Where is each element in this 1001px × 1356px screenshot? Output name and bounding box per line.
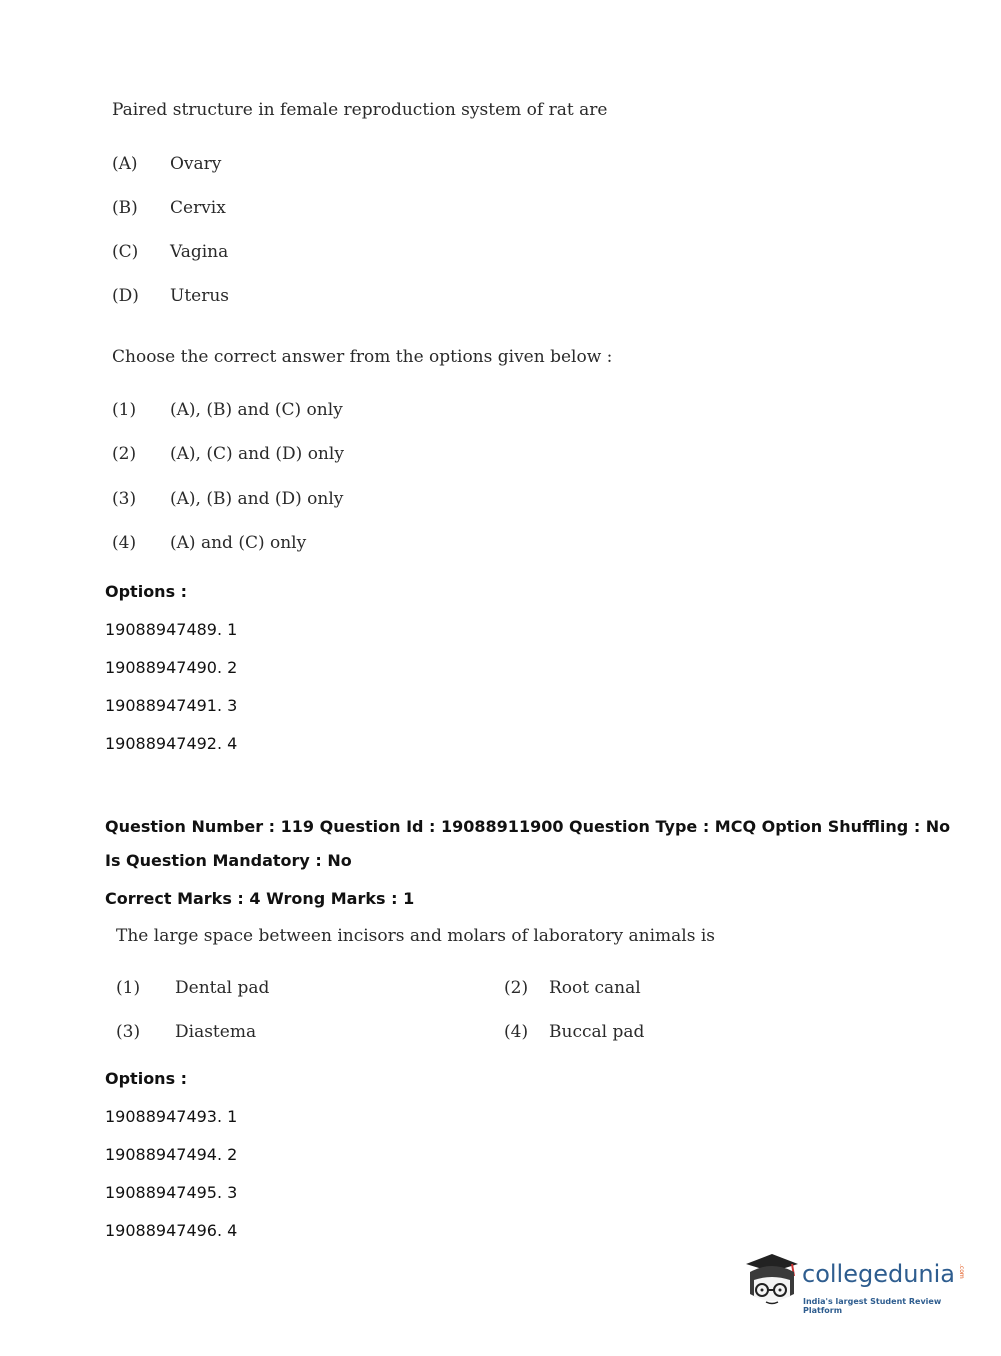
logo-domain: .com bbox=[958, 1264, 965, 1279]
answer-choice: (3) Diastema bbox=[116, 1022, 257, 1042]
answer-choice: (1) (A), (B) and (C) only bbox=[112, 400, 343, 420]
question-mandatory: Is Question Mandatory : No bbox=[105, 851, 352, 870]
option-id: 19088947493. 1 bbox=[105, 1107, 238, 1126]
statement-item: (A) Ovary bbox=[112, 154, 222, 174]
question-stem: The large space between incisors and molars of laboratory animals is bbox=[116, 926, 716, 946]
answer-choice: (2) Root canal bbox=[504, 978, 641, 998]
options-heading: Options : bbox=[105, 1069, 188, 1088]
option-id: 19088947495. 3 bbox=[105, 1183, 238, 1202]
option-id: 19088947492. 4 bbox=[105, 734, 238, 753]
instruction-text: Choose the correct answer from the options given below : bbox=[112, 347, 613, 367]
options-heading: Options : bbox=[105, 582, 188, 601]
option-id: 19088947491. 3 bbox=[105, 696, 238, 715]
answer-choice: (1) Dental pad bbox=[116, 978, 270, 998]
answer-choice: (2) (A), (C) and (D) only bbox=[112, 444, 344, 464]
answer-choice: (4) Buccal pad bbox=[504, 1022, 645, 1042]
option-id: 19088947496. 4 bbox=[105, 1221, 238, 1240]
question-header: Question Number : 119 Question Id : 19088911900 Question Type : MCQ Option Shuffling : No bbox=[105, 817, 951, 836]
option-id: 19088947490. 2 bbox=[105, 658, 238, 677]
collegedunia-logo bbox=[742, 1250, 972, 1318]
logo-tagline: India's largest Student Review Platform bbox=[803, 1297, 942, 1315]
question-marks: Correct Marks : 4 Wrong Marks : 1 bbox=[105, 889, 415, 908]
answer-choice: (3) (A), (B) and (D) only bbox=[112, 489, 344, 509]
question-stem: Paired structure in female reproduction system of rat are bbox=[112, 100, 608, 120]
statement-item: (C) Vagina bbox=[112, 242, 229, 262]
option-id: 19088947494. 2 bbox=[105, 1145, 238, 1164]
answer-choice: (4) (A) and (C) only bbox=[112, 533, 307, 553]
mascot-icon bbox=[742, 1250, 804, 1318]
statement-item: (D) Uterus bbox=[112, 286, 230, 306]
statement-item: (B) Cervix bbox=[112, 198, 226, 218]
logo-wordmark: collegedunia bbox=[802, 1260, 956, 1288]
option-id: 19088947489. 1 bbox=[105, 620, 238, 639]
